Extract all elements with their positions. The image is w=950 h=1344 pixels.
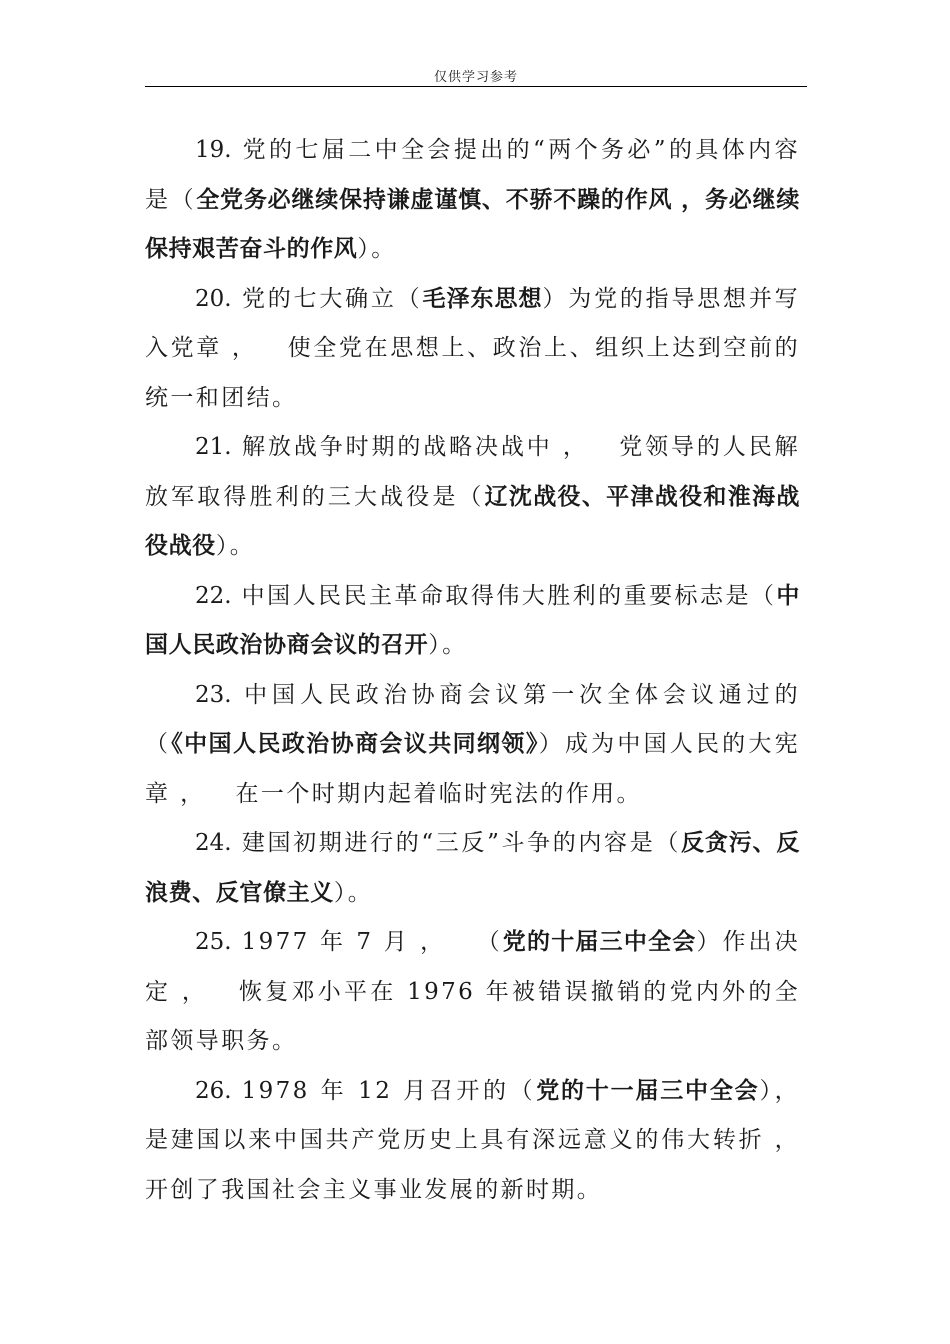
question-24: [145, 819, 800, 918]
answer-text: 《中国人民政治协商会议共同纲领》: [171, 731, 539, 757]
question-text: 党的七届二中全会提出的“两个务必”的具体内容是（: [145, 137, 800, 213]
question-number: 19.: [195, 137, 232, 163]
question-23: [145, 671, 800, 820]
document-body: [145, 126, 800, 1215]
question-text-end: ）。: [215, 533, 256, 559]
question-text-end: ），是建国以来中国共产党历史上具有深远意义的伟大转折 ，开创了我国社会主义事业发展的新时期。: [145, 1077, 800, 1203]
question-22: [145, 572, 800, 671]
header-rule: [145, 86, 807, 87]
question-text: 1978 年 12 月召开的（: [241, 1077, 537, 1104]
question-number: 21.: [195, 434, 232, 460]
question-21: [145, 423, 800, 572]
answer-text: 全党务必继续保持谦虚谨慎、不骄不躁的作风 ，务必继续保持艰苦奋斗的作风: [145, 186, 800, 262]
question-text-end: ）。: [333, 879, 374, 906]
answer-text: 反贪污、反浪费、反官僚主义: [145, 830, 801, 906]
question-number: 20.: [195, 285, 232, 312]
question-text-mid: ）为党的指导思想并写入党章 ，: [145, 285, 801, 361]
question-text-end: 使全党在思想上、政治上、组织上达到空前的统一和团结。: [145, 335, 801, 411]
question-text: 中国人民政治协商会议第一次全体会议通过的（: [145, 681, 800, 757]
answer-text: 辽沈战役、平津战役和淮海战役战役: [145, 483, 800, 559]
question-20: [145, 275, 800, 424]
question-text-mid: ）成为中国人民的大宪章 ，: [145, 731, 800, 807]
question-text-open: （: [476, 929, 503, 955]
answer-text: 党的十一届三中全会: [536, 1077, 760, 1104]
question-number: 23.: [195, 681, 232, 708]
question-text-mid: ）作出决定 ，: [145, 929, 800, 1005]
question-text-end: ）。: [357, 236, 397, 262]
question-text: 解放战争时期的战略决战中 ，: [241, 434, 589, 460]
answer-text: 党的十届三中全会: [502, 929, 697, 955]
question-text: 建国初期进行的“三反”斗争的内容是（: [241, 830, 682, 856]
question-25: [145, 918, 800, 1067]
answer-text: 毛泽东思想: [422, 285, 543, 312]
question-text-end: ）。: [428, 632, 468, 658]
question-number: 25.: [195, 929, 232, 955]
question-text: 党的七大确立（: [241, 285, 423, 312]
answer-text: 中国人民政治协商会议的召开: [145, 582, 800, 658]
question-number: 24.: [195, 830, 232, 856]
question-text-mid: 党领导的人民解放军取得胜利的三大战役是（: [145, 434, 800, 510]
question-text-end: 恢复邓小平在 1976 年被错误撤销的党内外的全部领导职务。: [145, 978, 800, 1054]
question-19: [145, 126, 800, 275]
question-number: 22.: [195, 582, 232, 609]
question-26: [145, 1067, 800, 1216]
question-text-end: 在一个时期内起着临时宪法的作用。: [235, 780, 642, 807]
question-text: 1977 年 7 月 ，: [241, 929, 447, 955]
question-text: 中国人民民主革命取得伟大胜利的重要标志是（: [241, 582, 777, 609]
page-header: 仅供学习参考: [433, 70, 518, 85]
question-number: 26.: [195, 1077, 232, 1104]
